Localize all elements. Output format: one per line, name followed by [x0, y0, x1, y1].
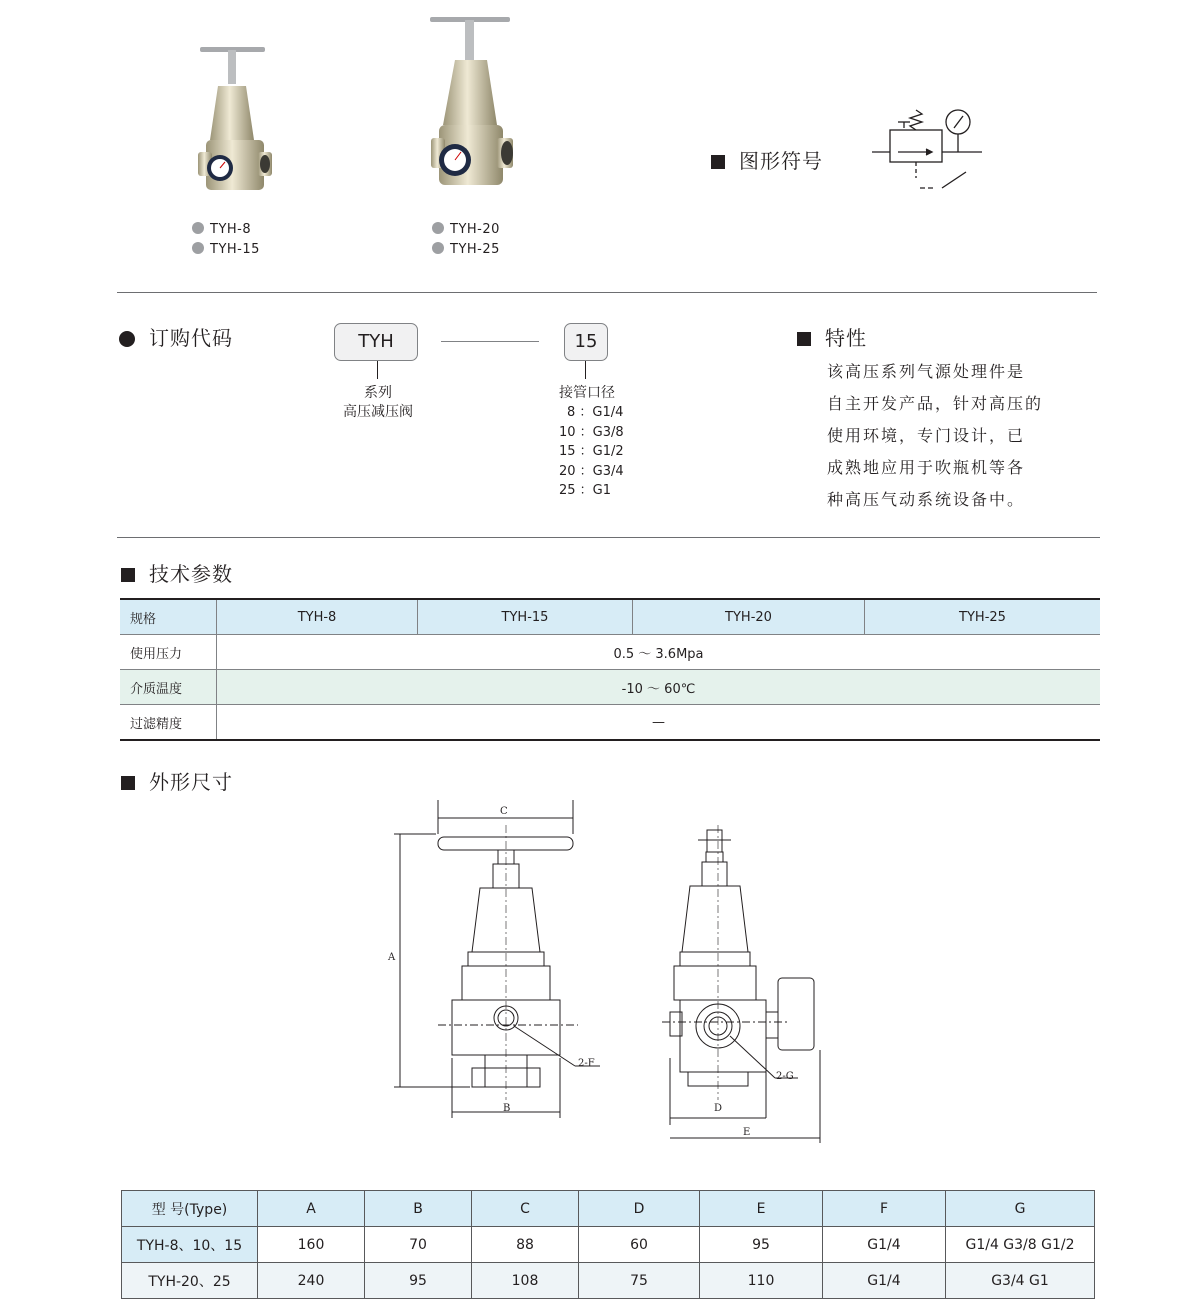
size-caption — [559, 384, 624, 501]
table-cell: 88 — [472, 1227, 579, 1263]
table-cell: 0.5 ～ 3.6Mpa — [217, 635, 1101, 670]
model-label: TYH-25 — [450, 242, 500, 257]
table-cell: 95 — [365, 1263, 472, 1299]
dim-label-g: 2-G — [776, 1071, 794, 1082]
symbol-title: 图形符号 — [711, 145, 823, 174]
table-row — [120, 635, 1100, 670]
table-cell: 95 — [700, 1227, 823, 1263]
table-cell: G — [946, 1191, 1095, 1227]
table-row — [120, 670, 1100, 705]
tech-title: 技术参数 — [121, 558, 233, 587]
table-cell: C — [472, 1191, 579, 1227]
table-cell: TYH-20 — [633, 599, 865, 635]
product-photo-large — [425, 10, 525, 200]
table-row — [120, 599, 1100, 635]
model-label: TYH-8 — [210, 222, 252, 237]
table-row — [122, 1227, 1095, 1263]
product-models-large — [432, 220, 500, 260]
dimension-drawing — [380, 800, 840, 1145]
size-option: 20 ：G3/4 — [559, 463, 624, 479]
code-leader — [585, 361, 586, 379]
side-view-drawing — [662, 825, 820, 1143]
table-cell: F — [823, 1191, 946, 1227]
model-label: TYH-15 — [210, 242, 260, 257]
table-row — [122, 1263, 1095, 1299]
series-caption: 系列 高压减压阀 — [343, 385, 413, 420]
dim-label-d: D — [714, 1103, 723, 1114]
table-cell: TYH-8、10、15 — [122, 1227, 258, 1263]
table-row — [122, 1191, 1095, 1227]
dim-label-a: A — [388, 952, 396, 963]
table-cell: 110 — [700, 1263, 823, 1299]
dimensions-title: 外形尺寸 — [121, 766, 233, 795]
features-title: 特性 — [797, 322, 867, 351]
table-cell: 75 — [579, 1263, 700, 1299]
table-cell: G1/4 — [823, 1227, 946, 1263]
table-cell: 60 — [579, 1227, 700, 1263]
size-caption-title: 接管口径 — [559, 385, 615, 401]
table-cell: G1/4 G3/8 G1/2 — [946, 1227, 1095, 1263]
table-cell: B — [365, 1191, 472, 1227]
table-cell: 使用压力 — [120, 635, 217, 670]
size-option: 25 ：G1 — [559, 483, 612, 498]
order-code-title: 订购代码 — [119, 322, 233, 351]
product-photo-small — [190, 40, 280, 200]
table-cell: -10 ～ 60℃ — [217, 670, 1101, 705]
table-cell: TYH-15 — [418, 599, 633, 635]
code-leader — [377, 361, 378, 379]
table-cell: 70 — [365, 1227, 472, 1263]
table-cell: 240 — [258, 1263, 365, 1299]
size-option: 10 ：G3/8 — [559, 424, 624, 440]
front-view-drawing — [394, 800, 600, 1118]
product-models-small — [192, 220, 260, 260]
table-cell: 108 — [472, 1263, 579, 1299]
divider — [117, 537, 1100, 538]
table-cell: E — [700, 1191, 823, 1227]
dimensions-table — [121, 1190, 1095, 1299]
pneumatic-symbol-icon — [870, 100, 985, 192]
code-series-box: TYH — [334, 323, 418, 361]
table-cell: 160 — [258, 1227, 365, 1263]
table-cell: — — [217, 705, 1101, 741]
dim-label-b: B — [503, 1103, 511, 1114]
code-size-box: 15 — [564, 323, 608, 361]
table-cell: TYH-8 — [217, 599, 418, 635]
tech-table — [120, 598, 1100, 741]
table-cell: A — [258, 1191, 365, 1227]
table-cell: TYH-25 — [865, 599, 1101, 635]
table-cell: TYH-20、25 — [122, 1263, 258, 1299]
table-cell: 介质温度 — [120, 670, 217, 705]
table-cell: G1/4 — [823, 1263, 946, 1299]
size-option: 8 ：G1/4 — [567, 405, 624, 420]
features-text: 该高压系列气源处理件是 自主开发产品，针对高压的 使用环境，专门设计，已 成熟地应用于吹瓶机等各 种高压气动系统设备中。 — [827, 362, 1044, 509]
table-row — [120, 705, 1100, 741]
dim-label-f: 2-F — [578, 1058, 595, 1069]
table-cell: 过滤精度 — [120, 705, 217, 741]
table-cell: D — [579, 1191, 700, 1227]
table-cell: 规格 — [120, 599, 217, 635]
dim-label-e: E — [743, 1127, 751, 1138]
table-cell: G3/4 G1 — [946, 1263, 1095, 1299]
code-connector-line — [441, 341, 539, 342]
model-label: TYH-20 — [450, 222, 500, 237]
size-option: 15 ：G1/2 — [559, 444, 624, 459]
divider — [117, 292, 1097, 293]
dim-label-c: C — [500, 806, 508, 817]
table-cell: 型 号(Type) — [122, 1191, 258, 1227]
